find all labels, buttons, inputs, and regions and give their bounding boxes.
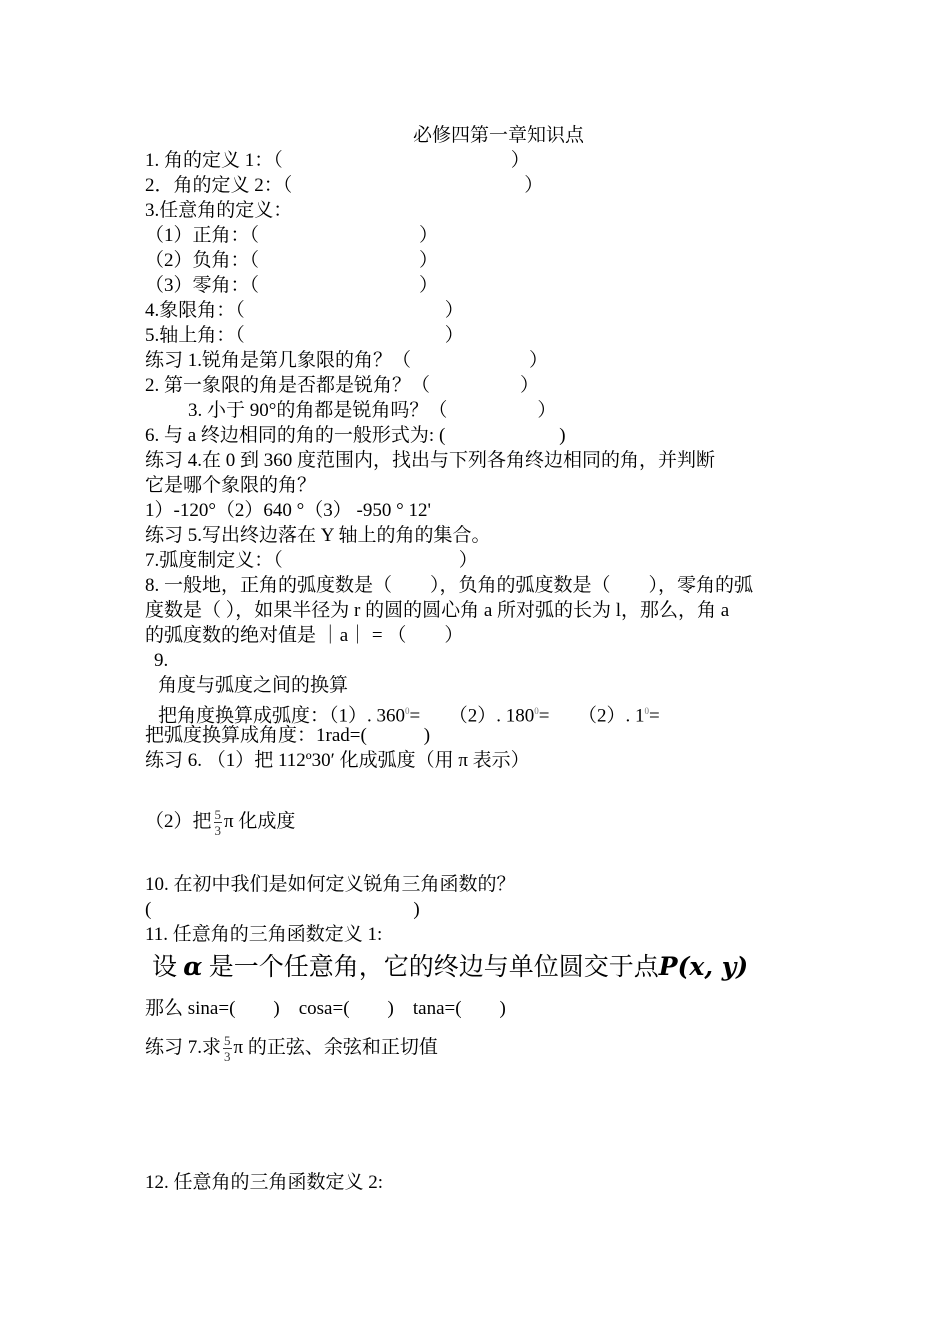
junior-trig-question: 10. 在初中我们是如何定义锐角三角函数的？ xyxy=(145,874,516,895)
radian-measure-line-3: 的弧度数的绝对值是 ｜a｜ = （ ） xyxy=(145,625,464,646)
axis-angle: 5.轴上角：（ ） xyxy=(145,325,464,346)
zero-angle: （3）零角：（ ） xyxy=(145,275,439,296)
practice-6-part-1: 练习 6. （1）把 112º30′ 化成弧度（用 π 表示） xyxy=(145,750,530,771)
quadrant-angle: 4.象限角：（ ） xyxy=(145,300,464,321)
positive-angle: （1）正角：（ ） xyxy=(145,225,439,246)
page-title: 必修四第一章知识点 xyxy=(413,125,585,146)
practice-4-line-1: 练习 4.在 0 到 360 度范围内，找出与下列各角终边相同的角，并判断 xyxy=(145,450,716,471)
radian-to-degree: 把弧度换算成角度：1rad=( ) xyxy=(145,725,431,746)
trig-def-2-heading: 12. 任意角的三角函数定义 2: xyxy=(145,1172,384,1193)
section-9-number: 9. xyxy=(154,650,169,671)
radian-measure-line-1: 8. 一般地，正角的弧度数是（ ），负角的弧度数是（ ），零角的弧 xyxy=(145,575,754,596)
practice-5: 练习 5.写出终边落在 Y 轴上的角的集合。 xyxy=(145,525,491,546)
radian-definition: 7.弧度制定义：（ ） xyxy=(145,550,478,571)
trig-values: 那么 sina=( ) cosa=( ) tana=( ) xyxy=(145,998,506,1019)
practice-3: 3. 小于 90°的角都是锐角吗？（ ） xyxy=(188,400,557,421)
practice-6-part-2: （2）把 $\frac{5}{3}$ π 化成度 xyxy=(145,807,296,839)
junior-trig-answer: ( ) xyxy=(145,899,420,920)
def-angle-1: 1. 角的定义 1：（ ） xyxy=(145,150,530,171)
negative-angle: （2）负角：（ ） xyxy=(145,250,439,271)
fraction-5-3-b: $\frac{5}{3}$ xyxy=(224,1033,231,1065)
fraction-5-3: $\frac{5}{3}$ xyxy=(214,807,222,839)
conversion-heading: 角度与弧度之间的换算 xyxy=(158,675,349,696)
practice-7: 练习 7.求 $\frac{5}{3}$ π 的正弦、余弦和正切值 xyxy=(145,1033,438,1065)
trig-def-1-heading: 11. 任意角的三角函数定义 1: xyxy=(145,924,383,945)
def-angle-2: 2．角的定义 2：（ ） xyxy=(145,175,544,196)
practice-1: 练习 1.锐角是第几象限的角？（ ） xyxy=(145,350,549,371)
practice-2: 2. 第一象限的角是否都是锐角？（ ） xyxy=(145,375,540,396)
degree-to-radian: 把角度换算成弧度：（1）. $360^0=$ （2）. $180^0=$ （2）. $1^0=$ xyxy=(158,705,660,727)
coterminal-form: 6. 与 a 终边相同的角的一般形式为: ( ) xyxy=(145,425,566,446)
practice-4-line-3: 1）-120°（2）640 °（3） -950 ° 12' xyxy=(145,500,431,521)
unit-circle-statement: 设 α 是一个任意角，它的终边与单位圆交于点P(x, y) xyxy=(152,952,749,981)
practice-4-line-2: 它是哪个象限的角？ xyxy=(145,475,317,496)
radian-measure-line-2: 度数是（ ），如果半径为 r 的圆的圆心角 a 所对弧的长为 l，那么，角 a xyxy=(145,600,730,621)
def-arbitrary-angle: 3.任意角的定义： xyxy=(145,200,293,221)
